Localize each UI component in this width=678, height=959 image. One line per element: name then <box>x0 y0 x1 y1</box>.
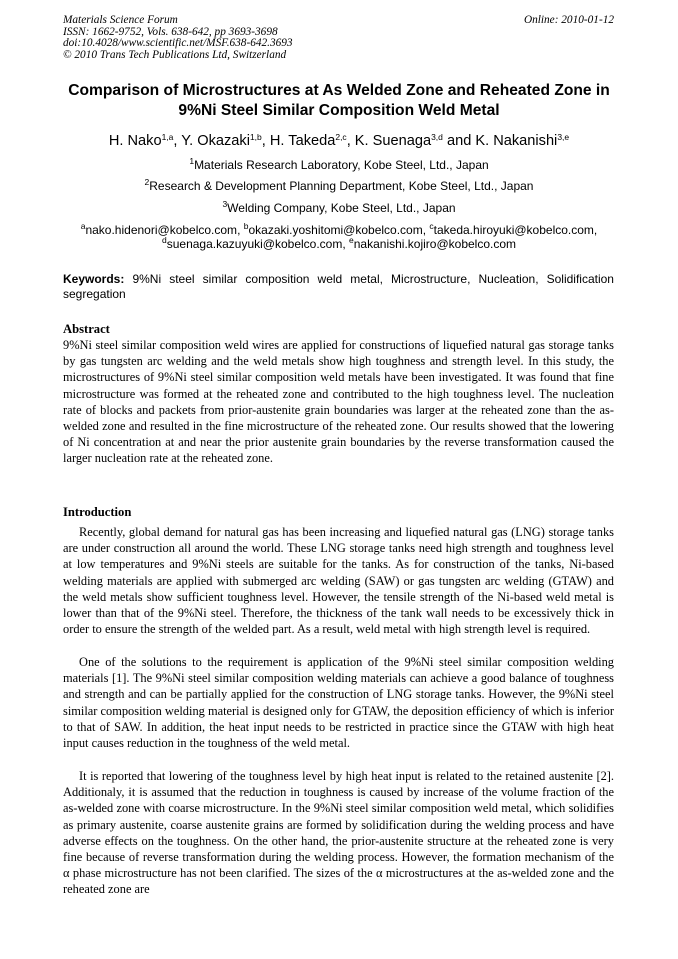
affiliation-text: Welding Company, Kobe Steel, Ltd., Japan <box>227 201 456 215</box>
introduction-heading: Introduction <box>63 505 132 519</box>
email-address[interactable]: nako.hidenori@kobelco.com <box>85 223 238 237</box>
journal-doi: doi:10.4028/www.scientific.net/MSF.638-642.3693 <box>63 37 293 50</box>
author-sup: 1,b <box>249 132 262 142</box>
intro-paragraph: It is reported that lowering of the toughness level by high heat input is related to the retained austenite [2]. Additionaly, it is assumed that the reduction in toughness is caused by increase of the volume fraction of the as-welded zone with coarse microstructure. In the 9%Ni steel similar composition weld metal, which solidifies as primary austenite, coarse austenite grains are formed by solidification during the welding process and have adverse effects on the toughness. On the other hand, the prior-austenite structure at the reheated zone is very fine because of reverse transformation during the welding process. However, the formation mechanism of the α phase microstructure has not been clarified. The sizes of the α microstructures at the as-welded zone and the reheated zone are <box>63 769 614 897</box>
author <box>355 133 443 149</box>
keywords-text: 9%Ni steel similar composition weld metal, Microstructure, Nucleation, Solidification segregation <box>63 272 614 301</box>
affiliation-sup: 2 <box>144 177 150 187</box>
author-name: Y. Okazaki <box>181 133 250 149</box>
email-address[interactable]: nakanishi.kojiro@kobelco.com <box>353 237 517 251</box>
author-separator: and <box>442 133 476 149</box>
affiliation <box>40 158 638 172</box>
email-address[interactable]: suenaga.kazuyuki@kobelco.com <box>166 237 343 251</box>
email-separator: , <box>593 223 598 237</box>
affiliation-sup: 3 <box>222 199 228 209</box>
affiliation <box>40 179 638 193</box>
author-separator: , <box>173 133 182 149</box>
online-date: Online: 2010-01-12 <box>523 14 614 26</box>
journal-copyright: © 2010 Trans Tech Publications Ltd, Switzerland <box>63 48 287 61</box>
email-sup: e <box>349 235 354 245</box>
paper-title: Comparison of Microstructures at As Welded Zone and Reheated Zone in 9%Ni Steel Similar Composition Weld Metal <box>68 82 610 119</box>
affiliation-sup: 1 <box>189 156 195 166</box>
email-separator: , <box>342 237 350 251</box>
email-sup: c <box>429 221 434 231</box>
journal-name: Materials Science Forum <box>63 14 178 26</box>
affiliation-text: Research & Development Planning Department, Kobe Steel, Ltd., Japan <box>149 179 534 193</box>
intro-paragraph: One of the solutions to the requirement is application of the 9%Ni steel similar composition welding materials [1]. The 9%Ni steel similar composition welding materials can achieve a good balance of toughness and strength and can be partially applied for the construction of LNG storage tanks. However, the 9%Ni steel similar composition welding material is designed only for GTAW, the deposition efficiency of which is inferior to that of SAW. In addition, the heat input needs to be restricted in practice since the GTAW with high heat input causes reduction in the toughness of the weld metal. <box>63 655 614 751</box>
email-sup: a <box>80 221 86 231</box>
author-sup: 3,d <box>431 132 443 142</box>
abstract-heading: Abstract <box>63 322 110 336</box>
keywords-label: Keywords: <box>63 272 125 286</box>
affiliation-text: Materials Research Laboratory, Kobe Steel, Ltd., Japan <box>194 158 489 172</box>
affiliation <box>40 201 638 215</box>
author-separator: , <box>346 133 355 149</box>
email-separator: , <box>422 223 430 237</box>
email-sup: b <box>243 221 249 231</box>
author <box>270 133 347 149</box>
journal-header <box>63 15 293 61</box>
email-list <box>40 223 638 251</box>
author-separator: , <box>261 133 270 149</box>
author-name: H. Takeda <box>269 133 336 149</box>
abstract-text: 9%Ni steel similar composition weld wires are applied for constructions of liquefied natural gas storage tanks by gas tungsten arc welding and the weld metals show high toughness and strength level. In this study, the microstructures of 9%Ni steel similar composition weld metals have been investigated. It was found that fine microstructure was formed at the reheated zone and contributed to the high toughness level. The nucleation rate of blocks and packets from prior-austenite grain boundaries was larger at the reheated zone than the as-welded zone and resulted in the fine microstructure of the reheated zone. Our results showed that the lowering of Ni concentration at and near the prior austenite grain boundaries by the reverse transformation caused the larger nucleation rate at the reheated zone. <box>63 338 614 466</box>
author <box>109 133 174 149</box>
author-sup: 3,e <box>557 132 570 142</box>
email-separator: , <box>237 223 244 237</box>
email-sup: d <box>161 235 167 245</box>
intro-paragraph: Recently, global demand for natural gas has been increasing and liquefied natural gas (LNG) storage tanks are under construction all around the world. These LNG storage tanks need high strength and toughness level at low temperatures and 9%Ni steels are suitable for the tanks. As for construction of the tanks, Ni-based welding materials are applied with submerged arc welding (SAW) or gas tungsten arc welding (GTAW) and the weld metals show sufficient toughness level. However, the tensile strength of the Ni-based weld metal is lower than that of the 9%Ni steel. Therefore, the thickness of the tank wall needs to be excessively thick in order to ensure the strength of the welded part. As a result, weld metal with high strength level is required. <box>63 525 614 637</box>
author-name: H. Nako <box>108 133 162 149</box>
journal-issn: ISSN: 1662-9752, Vols. 638-642, pp 3693-3698 <box>63 25 278 38</box>
email-address[interactable]: takeda.hiroyuki@kobelco.com <box>433 223 594 237</box>
author-sup: 1,a <box>161 132 174 142</box>
author-sup: 2,c <box>335 132 347 142</box>
email-address[interactable]: okazaki.yoshitomi@kobelco.com <box>248 223 423 237</box>
author-name: K. Suenaga <box>354 133 432 149</box>
keywords <box>63 272 614 301</box>
author <box>181 133 262 149</box>
author <box>475 133 569 149</box>
author-name: K. Nakanishi <box>475 133 558 149</box>
author-list <box>40 131 638 151</box>
